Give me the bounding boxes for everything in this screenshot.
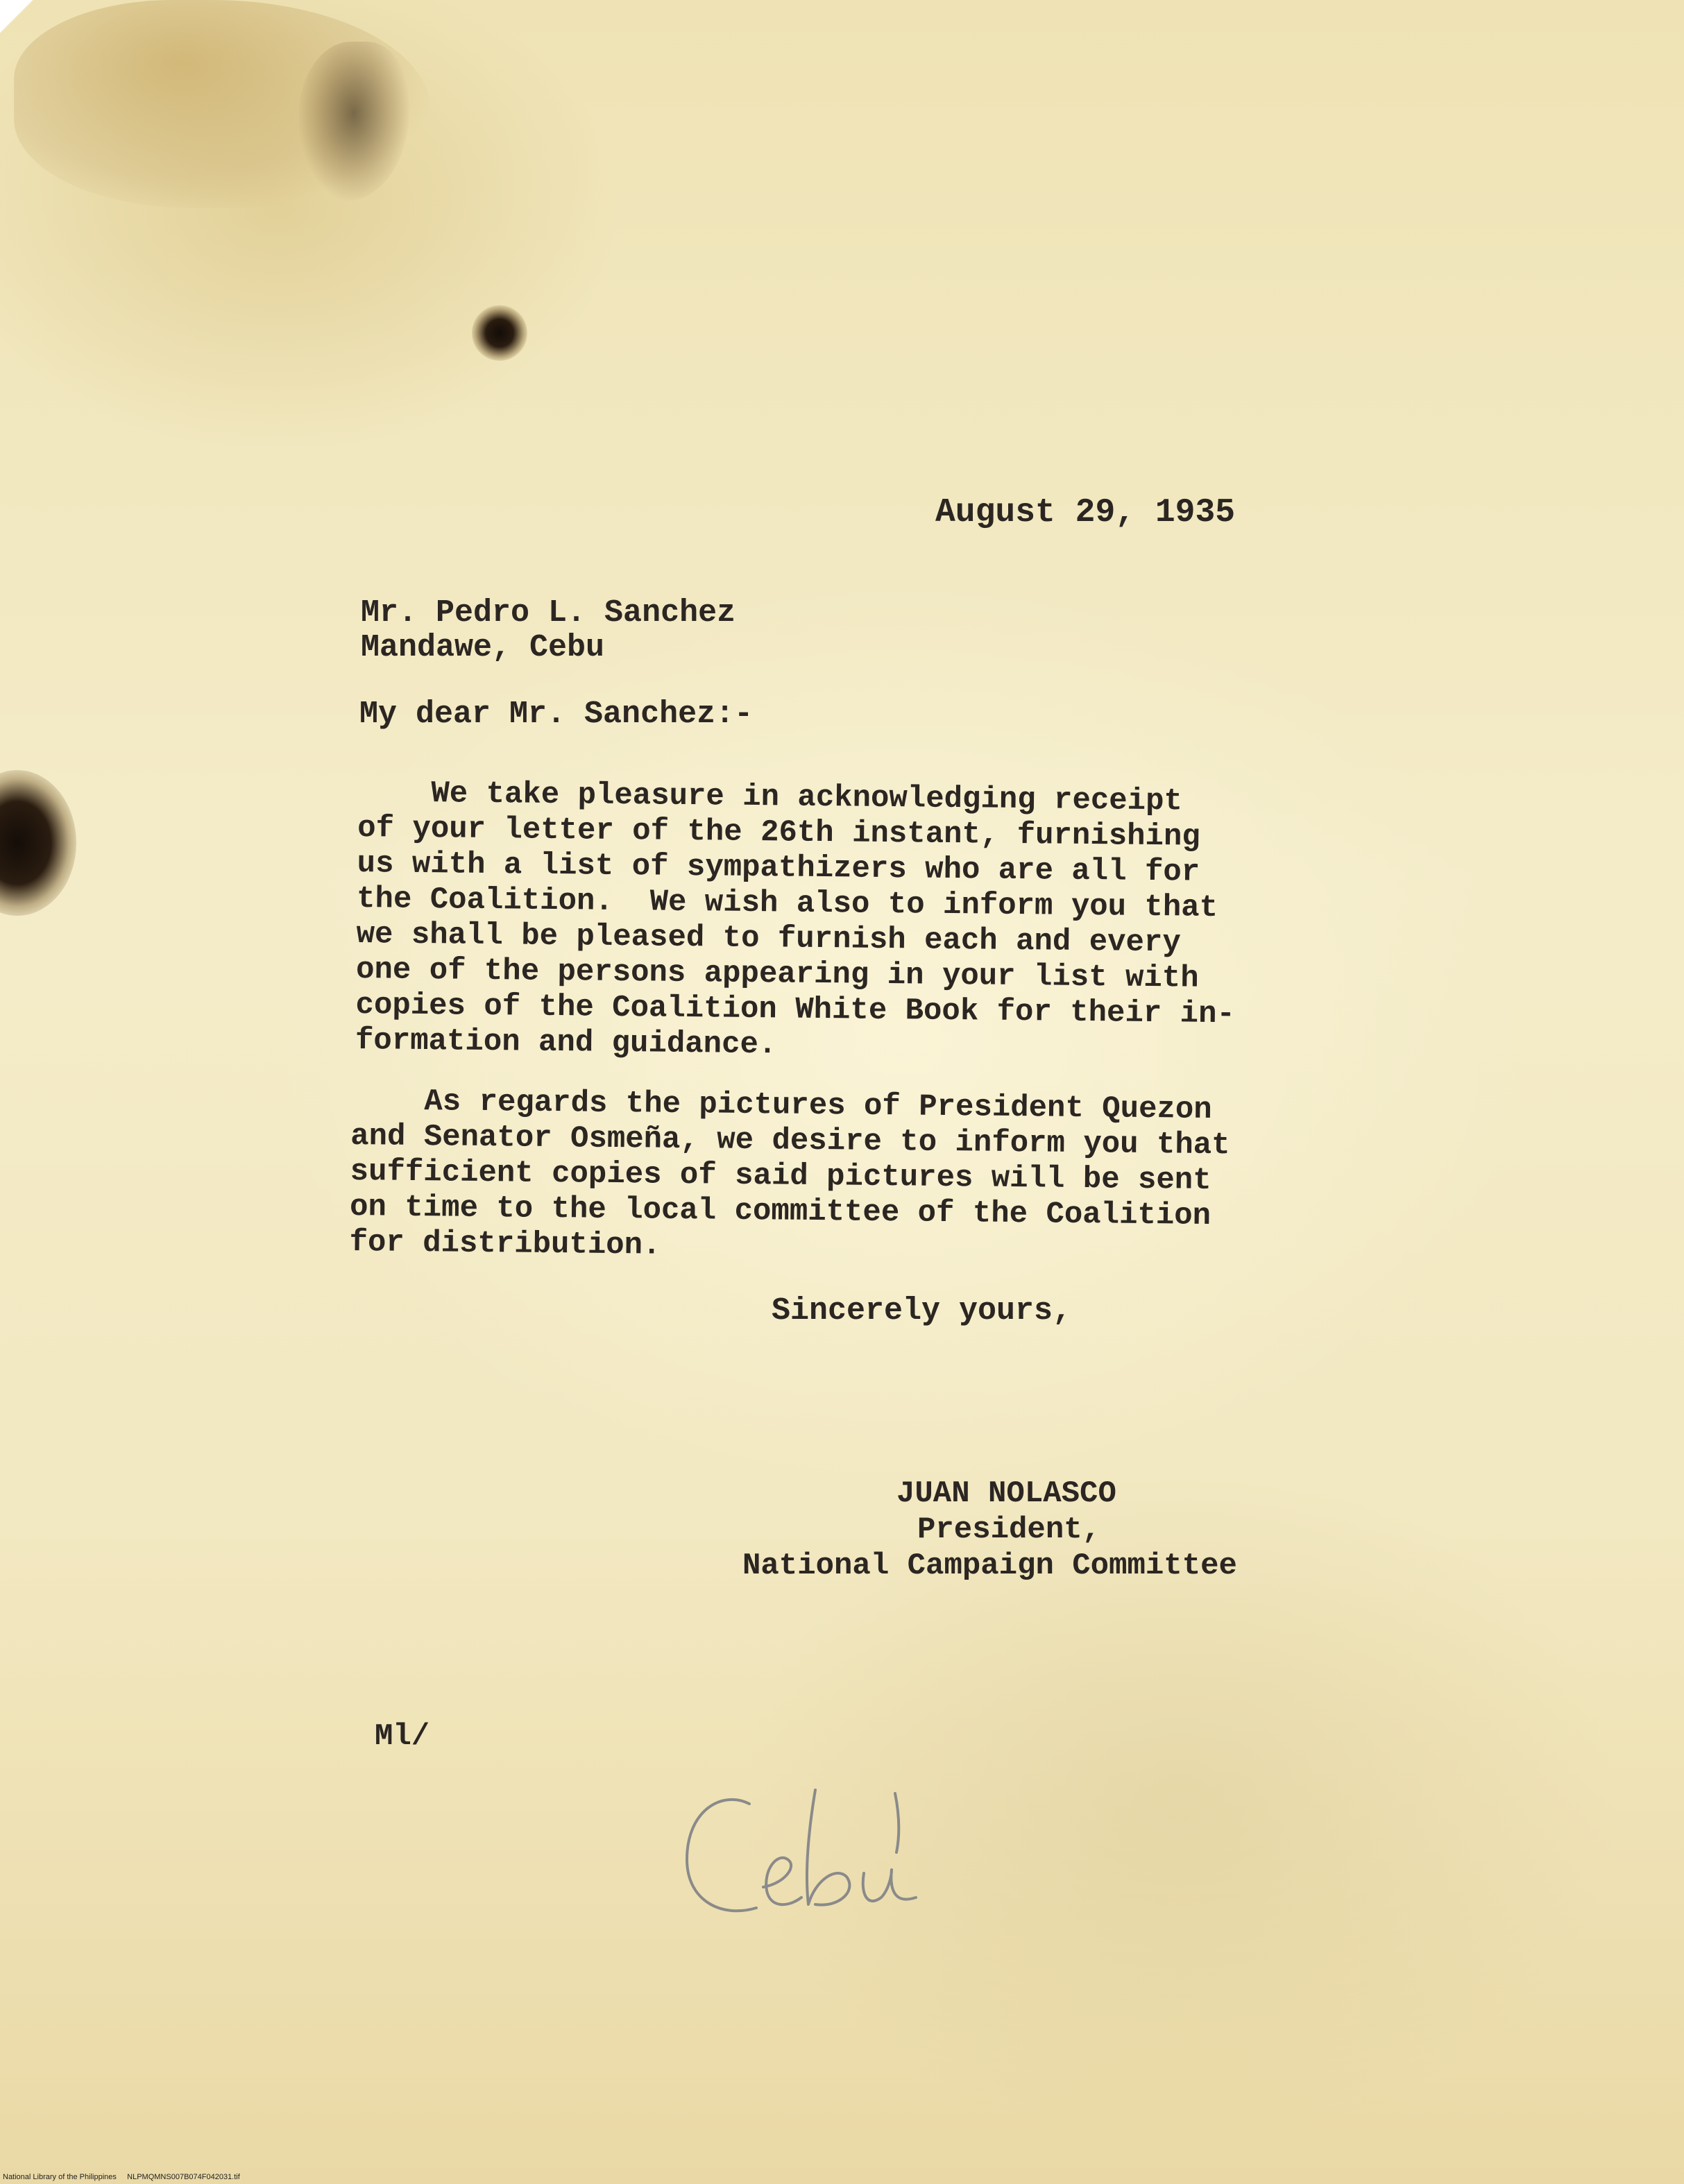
recipient-name: Mr. Pedro L. Sanchez bbox=[361, 595, 736, 631]
handwritten-note-cebu bbox=[666, 1762, 999, 1943]
body-line: sufficient copies of said pictures will be sent bbox=[350, 1154, 1211, 1198]
scan-credit: National Library of the Philippines NLPMQMNS007B074F042031.tif bbox=[3, 2173, 240, 2181]
body-line: we shall be pleased to furnish each and every bbox=[356, 916, 1182, 961]
salutation: My dear Mr. Sanchez:- bbox=[359, 697, 754, 732]
body-line: and Senator Osmeña, we desire to inform you that bbox=[350, 1118, 1230, 1163]
body-line: We take pleasure in acknowledging receipt bbox=[357, 776, 1183, 819]
body-line: on time to the local committee of the Coalition bbox=[349, 1189, 1211, 1234]
body-line: As regards the pictures of President Quezon bbox=[350, 1084, 1212, 1127]
body-paragraph-1 bbox=[355, 776, 1238, 1068]
body-line: of your letter of the 26th instant, furnishing bbox=[357, 810, 1201, 855]
burn-edge-top bbox=[298, 42, 409, 201]
signatory-title: President, bbox=[917, 1512, 1101, 1547]
closing: Sincerely yours, bbox=[772, 1293, 1072, 1329]
body-paragraph-2 bbox=[349, 1084, 1230, 1270]
body-line: us with a list of sympathizers who are all for bbox=[357, 846, 1200, 890]
signatory-organization: National Campaign Committee bbox=[742, 1549, 1237, 1583]
burn-hole-left-edge bbox=[0, 770, 76, 916]
burn-hole-upper bbox=[472, 305, 527, 361]
body-line: copies of the Coalition White Book for their in- bbox=[355, 987, 1236, 1032]
body-line: one of the persons appearing in your list with bbox=[355, 952, 1199, 996]
signatory-name: JUAN NOLASCO bbox=[896, 1476, 1116, 1511]
body-line: formation and guidance. bbox=[355, 1023, 777, 1063]
body-line: for distribution. bbox=[349, 1225, 661, 1263]
letter-date: August 29, 1935 bbox=[935, 494, 1236, 531]
body-line: the Coalition. We wish also to inform you that bbox=[356, 881, 1218, 925]
typist-initials: Ml/ bbox=[375, 1719, 430, 1754]
corner-tear-top-left bbox=[0, 0, 69, 69]
recipient-address: Mandawe, Cebu bbox=[361, 630, 605, 665]
